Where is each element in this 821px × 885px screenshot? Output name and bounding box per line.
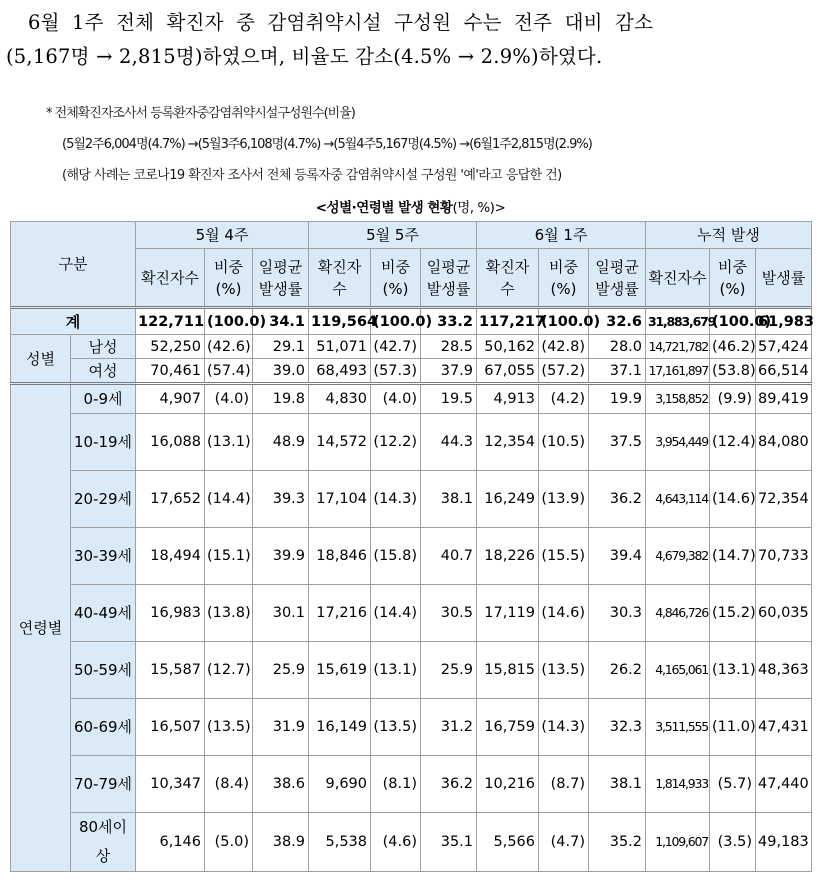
daily-rate-cell: 30.1	[253, 585, 309, 642]
table-row	[11, 756, 812, 813]
cumulative-cases-cell: 4,679,382	[646, 528, 710, 585]
share-cell: (100.0)	[539, 308, 589, 335]
share-cell: (13.9)	[539, 471, 589, 528]
cumulative-rate-cell: 49,183	[756, 813, 812, 872]
cumulative-rate-cell: 61,983	[756, 308, 812, 335]
cases-cell: 9,690	[309, 756, 371, 813]
row-label: 여성	[71, 359, 136, 384]
cases-cell: 17,119	[477, 585, 539, 642]
cases-cell: 119,564	[309, 308, 371, 335]
cumulative-rate-cell: 72,354	[756, 471, 812, 528]
daily-rate-cell: 32.6	[589, 308, 646, 335]
share-cell: (14.3)	[371, 471, 421, 528]
daily-rate-header: 일평균발생률	[253, 249, 309, 308]
row-label: 남성	[71, 335, 136, 359]
cumulative-cases-cell: 3,158,852	[646, 384, 710, 414]
share-cell: (57.4)	[205, 359, 253, 384]
share-cell: (15.8)	[371, 528, 421, 585]
cases-cell: 16,149	[309, 699, 371, 756]
total-row-label: 계	[11, 308, 136, 335]
cumulative-cases-cell: 4,643,114	[646, 471, 710, 528]
share-cell: (13.1)	[205, 414, 253, 471]
daily-rate-cell: 30.3	[589, 585, 646, 642]
share-cell: (8.1)	[371, 756, 421, 813]
cumulative-share-cell: (3.5)	[710, 813, 756, 872]
share-cell: (13.5)	[371, 699, 421, 756]
cumulative-rate-cell: 66,514	[756, 359, 812, 384]
caption-title: <성별·연령별 발생 현황	[315, 200, 453, 216]
cases-header: 확진자수	[136, 249, 205, 308]
period-header: 5월 5주	[309, 222, 477, 249]
daily-rate-cell: 48.9	[253, 414, 309, 471]
daily-rate-cell: 29.1	[253, 335, 309, 359]
daily-rate-cell: 33.2	[421, 308, 477, 335]
share-cell: (13.1)	[371, 642, 421, 699]
cases-cell: 14,572	[309, 414, 371, 471]
table-row	[11, 813, 812, 872]
period-header: 누적 발생	[646, 222, 812, 249]
share-header: 비중(%)	[710, 249, 756, 308]
cases-cell: 122,711	[136, 308, 205, 335]
cases-cell: 67,055	[477, 359, 539, 384]
cases-cell: 10,216	[477, 756, 539, 813]
cumulative-cases-cell: 1,814,933	[646, 756, 710, 813]
table-row	[11, 308, 812, 335]
note-line-2: (5월2주6,004명(4.7%) →(5월3주6,108명(4.7%) →(5월4주5,167명(4.5%) →(6월1주2,815명(2.9%)	[62, 137, 592, 152]
note-line-1: * 전체확진자조사서 등록환자중감염취약시설구성원수(비율)	[46, 106, 355, 121]
daily-rate-cell: 19.8	[253, 384, 309, 414]
daily-rate-cell: 25.9	[421, 642, 477, 699]
table-caption	[0, 196, 821, 216]
share-cell: (13.5)	[539, 642, 589, 699]
daily-rate-cell: 25.9	[253, 642, 309, 699]
group-sex-label: 성별	[11, 335, 71, 384]
share-cell: (12.7)	[205, 642, 253, 699]
share-cell: (15.5)	[539, 528, 589, 585]
share-cell: (4.6)	[371, 813, 421, 872]
share-header: 비중(%)	[371, 249, 421, 308]
row-label: 30-39세	[71, 528, 136, 585]
daily-rate-header: 일평균발생률	[421, 249, 477, 308]
summary-line-1: 6월 1주 전체 확진자 중 감염취약시설 구성원 수는 전주 대비 감소	[28, 11, 654, 34]
daily-rate-cell: 19.5	[421, 384, 477, 414]
group-age-label: 연령별	[11, 384, 71, 872]
cumulative-share-cell: (9.9)	[710, 384, 756, 414]
cumulative-share-cell: (13.1)	[710, 642, 756, 699]
cases-cell: 5,566	[477, 813, 539, 872]
cumulative-rate-cell: 70,733	[756, 528, 812, 585]
table-row	[11, 414, 812, 471]
row-label: 0-9세	[71, 384, 136, 414]
share-cell: (42.7)	[371, 335, 421, 359]
table-row	[11, 471, 812, 528]
cumulative-share-cell: (100.0)	[710, 308, 756, 335]
row-label: 10-19세	[71, 414, 136, 471]
cumulative-cases-cell: 14,721,782	[646, 335, 710, 359]
row-label: 60-69세	[71, 699, 136, 756]
share-cell: (100.0)	[205, 308, 253, 335]
cumulative-rate-cell: 89,419	[756, 384, 812, 414]
summary-paragraph	[6, 6, 816, 74]
daily-rate-cell: 44.3	[421, 414, 477, 471]
cumulative-share-cell: (53.8)	[710, 359, 756, 384]
row-label: 20-29세	[71, 471, 136, 528]
daily-rate-cell: 32.3	[589, 699, 646, 756]
share-cell: (42.6)	[205, 335, 253, 359]
cumulative-share-cell: (46.2)	[710, 335, 756, 359]
row-label: 50-59세	[71, 642, 136, 699]
share-cell: (8.4)	[205, 756, 253, 813]
cases-cell: 15,587	[136, 642, 205, 699]
daily-rate-cell: 38.1	[589, 756, 646, 813]
share-cell: (57.2)	[539, 359, 589, 384]
cases-cell: 16,507	[136, 699, 205, 756]
caption-unit: (명, %)>	[452, 200, 506, 216]
corner-header: 구분	[11, 222, 136, 308]
stats-table	[10, 221, 812, 872]
share-header: 비중(%)	[205, 249, 253, 308]
share-cell: (13.5)	[205, 699, 253, 756]
share-cell: (15.1)	[205, 528, 253, 585]
table-row	[11, 335, 812, 359]
daily-rate-cell: 39.9	[253, 528, 309, 585]
cumulative-cases-cell: 3,954,449	[646, 414, 710, 471]
cases-cell: 70,461	[136, 359, 205, 384]
cases-cell: 17,104	[309, 471, 371, 528]
row-label: 80세이상	[71, 813, 136, 872]
cases-cell: 18,846	[309, 528, 371, 585]
note-line-3: (해당 사례는 코로나19 확진자 조사서 전체 등록자중 감염취약시설 구성원 '예'라고 응답한 건)	[62, 168, 562, 183]
daily-rate-cell: 37.9	[421, 359, 477, 384]
cumulative-share-cell: (14.6)	[710, 471, 756, 528]
cases-cell: 51,071	[309, 335, 371, 359]
share-cell: (4.0)	[371, 384, 421, 414]
cases-cell: 4,907	[136, 384, 205, 414]
share-cell: (5.0)	[205, 813, 253, 872]
rate-header: 발생률	[756, 249, 812, 308]
cases-cell: 68,493	[309, 359, 371, 384]
cumulative-cases-cell: 4,846,726	[646, 585, 710, 642]
daily-rate-cell: 30.5	[421, 585, 477, 642]
table-row	[11, 642, 812, 699]
daily-rate-cell: 31.9	[253, 699, 309, 756]
cases-cell: 17,216	[309, 585, 371, 642]
share-cell: (4.7)	[539, 813, 589, 872]
share-cell: (13.8)	[205, 585, 253, 642]
row-label: 40-49세	[71, 585, 136, 642]
daily-rate-cell: 40.7	[421, 528, 477, 585]
cases-cell: 4,913	[477, 384, 539, 414]
period-header: 5월 4주	[136, 222, 309, 249]
row-label: 70-79세	[71, 756, 136, 813]
share-cell: (14.4)	[205, 471, 253, 528]
cumulative-rate-cell: 48,363	[756, 642, 812, 699]
cases-cell: 15,619	[309, 642, 371, 699]
cases-header: 확진자수	[646, 249, 710, 308]
daily-rate-cell: 38.9	[253, 813, 309, 872]
share-cell: (4.2)	[539, 384, 589, 414]
cases-cell: 16,983	[136, 585, 205, 642]
cases-cell: 10,347	[136, 756, 205, 813]
share-cell: (42.8)	[539, 335, 589, 359]
share-cell: (10.5)	[539, 414, 589, 471]
daily-rate-cell: 35.1	[421, 813, 477, 872]
cases-cell: 12,354	[477, 414, 539, 471]
cumulative-rate-cell: 47,440	[756, 756, 812, 813]
cases-cell: 15,815	[477, 642, 539, 699]
share-cell: (57.3)	[371, 359, 421, 384]
daily-rate-cell: 39.0	[253, 359, 309, 384]
cumulative-cases-cell: 17,161,897	[646, 359, 710, 384]
cases-cell: 16,759	[477, 699, 539, 756]
cumulative-cases-cell: 31,883,679	[646, 308, 710, 335]
share-cell: (100.0)	[371, 308, 421, 335]
daily-rate-cell: 38.1	[421, 471, 477, 528]
share-cell: (14.4)	[371, 585, 421, 642]
cumulative-cases-cell: 3,511,555	[646, 699, 710, 756]
cumulative-rate-cell: 47,431	[756, 699, 812, 756]
share-cell: (4.0)	[205, 384, 253, 414]
cases-header: 확진자수	[309, 249, 371, 308]
cases-cell: 4,830	[309, 384, 371, 414]
cumulative-cases-cell: 4,165,061	[646, 642, 710, 699]
daily-rate-cell: 39.4	[589, 528, 646, 585]
cumulative-share-cell: (12.4)	[710, 414, 756, 471]
share-cell: (12.2)	[371, 414, 421, 471]
share-cell: (14.6)	[539, 585, 589, 642]
cumulative-rate-cell: 84,080	[756, 414, 812, 471]
share-header: 비중(%)	[539, 249, 589, 308]
daily-rate-cell: 36.2	[589, 471, 646, 528]
daily-rate-cell: 28.5	[421, 335, 477, 359]
daily-rate-cell: 37.1	[589, 359, 646, 384]
cases-cell: 6,146	[136, 813, 205, 872]
daily-rate-cell: 34.1	[253, 308, 309, 335]
period-header: 6월 1주	[477, 222, 646, 249]
cases-cell: 52,250	[136, 335, 205, 359]
cases-cell: 16,088	[136, 414, 205, 471]
daily-rate-cell: 39.3	[253, 471, 309, 528]
cumulative-share-cell: (11.0)	[710, 699, 756, 756]
cases-cell: 16,249	[477, 471, 539, 528]
daily-rate-cell: 37.5	[589, 414, 646, 471]
daily-rate-cell: 28.0	[589, 335, 646, 359]
daily-rate-cell: 38.6	[253, 756, 309, 813]
daily-rate-cell: 31.2	[421, 699, 477, 756]
daily-rate-cell: 36.2	[421, 756, 477, 813]
cumulative-share-cell: (15.2)	[710, 585, 756, 642]
cumulative-rate-cell: 57,424	[756, 335, 812, 359]
cumulative-share-cell: (5.7)	[710, 756, 756, 813]
cases-cell: 5,538	[309, 813, 371, 872]
summary-line-2: (5,167명 → 2,815명)하였으며, 비율도 감소(4.5% → 2.9%)하였다.	[6, 45, 603, 68]
daily-rate-cell: 26.2	[589, 642, 646, 699]
table-row	[11, 585, 812, 642]
table-row	[11, 384, 812, 414]
table-row	[11, 699, 812, 756]
cumulative-cases-cell: 1,109,607	[646, 813, 710, 872]
daily-rate-cell: 19.9	[589, 384, 646, 414]
share-cell: (8.7)	[539, 756, 589, 813]
cases-cell: 18,226	[477, 528, 539, 585]
cumulative-share-cell: (14.7)	[710, 528, 756, 585]
table-row	[11, 528, 812, 585]
cases-cell: 18,494	[136, 528, 205, 585]
cases-cell: 117,217	[477, 308, 539, 335]
cumulative-rate-cell: 60,035	[756, 585, 812, 642]
cases-cell: 17,652	[136, 471, 205, 528]
cases-cell: 50,162	[477, 335, 539, 359]
table-row	[11, 359, 812, 384]
cases-header: 확진자수	[477, 249, 539, 308]
daily-rate-header: 일평균발생률	[589, 249, 646, 308]
daily-rate-cell: 35.2	[589, 813, 646, 872]
share-cell: (14.3)	[539, 699, 589, 756]
